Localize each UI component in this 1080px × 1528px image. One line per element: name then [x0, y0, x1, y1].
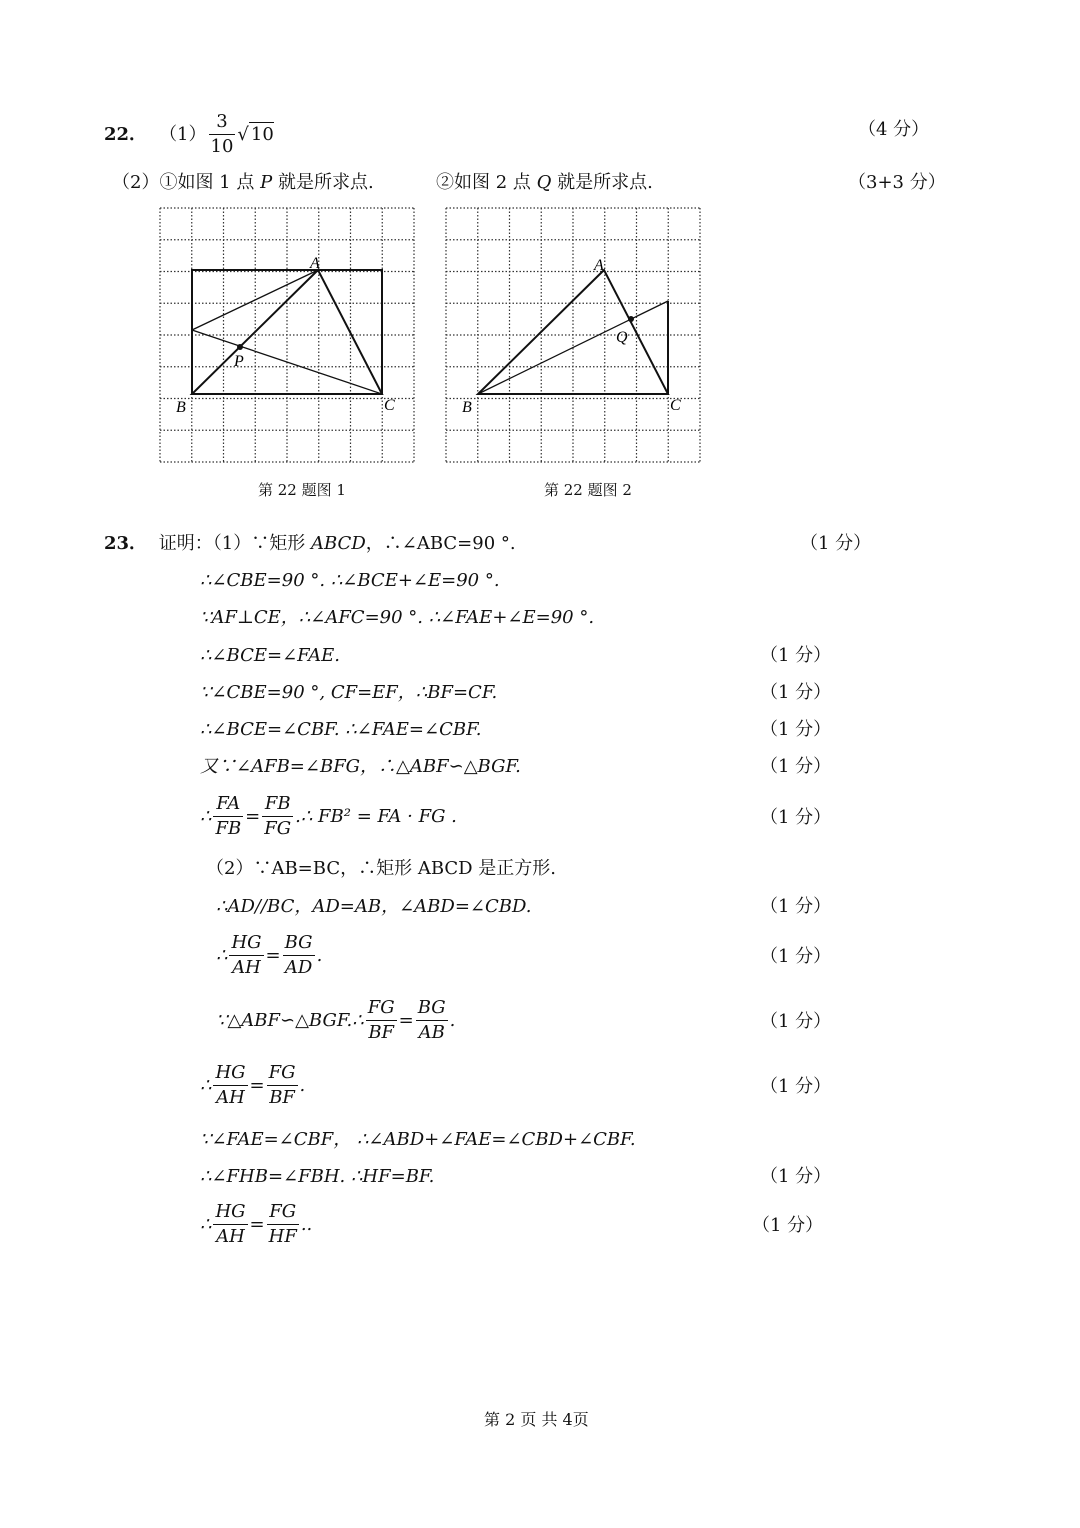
label-c: C — [670, 397, 681, 414]
q23-line-13 — [200, 1061, 305, 1110]
q22-part2-label: （2）①如图 1 点 — [112, 172, 255, 193]
frac-den: BF — [368, 1022, 395, 1043]
equals: = — [249, 1213, 265, 1235]
figure-1-caption: 第 22 题图 1 — [258, 481, 346, 499]
frac-den: AH — [216, 1226, 245, 1247]
label-p: P — [234, 353, 244, 370]
q22-part1-line — [104, 110, 274, 159]
label-a: A — [594, 257, 604, 274]
frac-den: FB — [215, 818, 242, 839]
q23-intro: 证明：（1）∵矩形 — [158, 533, 306, 554]
q23-line-12 — [216, 996, 455, 1045]
frac-num: HG — [213, 1061, 247, 1086]
q22-fraction — [209, 110, 236, 159]
q23-line-14: ∵∠FAE=∠CBF， ∴∠ABD+∠FAE=∠CBD+∠CBF. — [200, 1129, 636, 1150]
therefore-symbol: ∴ — [200, 805, 212, 827]
q23-line-1 — [104, 532, 516, 556]
equals: = — [245, 805, 261, 827]
equals: = — [265, 944, 281, 966]
fraction — [366, 996, 397, 1045]
q23-line-16-rest: .. — [300, 1213, 313, 1235]
q23-line-5-score: （1 分） — [760, 682, 832, 703]
q23-number: 23． — [104, 533, 148, 554]
q23-line-12-rest: . — [449, 1009, 456, 1031]
frac-den: FG — [264, 818, 292, 839]
q23-line-10: ∴AD//BC，AD=AB，∠ABD=∠CBD. — [216, 896, 532, 917]
q23-line-2: ∴∠CBE=90 °. ∴∠BCE+∠E=90 °. — [200, 570, 500, 591]
q23-line-12-pre: ∵△ABF∽△BGF.∴ — [216, 1009, 364, 1031]
q23-line-8 — [200, 792, 457, 841]
q23-abcd: ABCD — [310, 533, 366, 554]
q22-part2b-text: 就是所求点. — [557, 172, 653, 193]
therefore-symbol: ∴ — [200, 1213, 212, 1235]
fraction — [283, 931, 315, 980]
frac-den: AB — [418, 1022, 445, 1043]
q22-part2b-label: ②如图 2 点 — [436, 172, 531, 193]
q23-line-12-score: （1 分） — [760, 1011, 832, 1032]
q23-line-15-score: （1 分） — [760, 1166, 832, 1187]
fraction — [213, 792, 243, 841]
q22-part1-score: （4 分） — [858, 119, 930, 140]
q22-part2b-line — [436, 171, 653, 195]
frac-den: BF — [269, 1087, 295, 1108]
q23-line-11-score: （1 分） — [760, 946, 832, 967]
fraction — [213, 1200, 247, 1249]
q23-line-6-score: （1 分） — [760, 719, 832, 740]
q22-frac-num: 3 — [209, 110, 236, 135]
therefore-symbol: ∴ — [200, 1074, 212, 1096]
label-q: Q — [616, 329, 628, 346]
q23-line-7-score: （1 分） — [760, 756, 832, 777]
frac-num: FB — [262, 792, 293, 817]
frac-num: FA — [213, 792, 243, 817]
fraction — [267, 1061, 298, 1110]
q23-line-11-rest: . — [316, 944, 323, 966]
q23-line-3: ∵AF⊥CE，∴∠AFC=90 °. ∴∠FAE+∠E=90 °. — [200, 607, 595, 628]
equals: = — [398, 1009, 414, 1031]
q23-line-10-score: （1 分） — [760, 896, 832, 917]
q23-line-15: ∴∠FHB=∠FBH. ∴HF=BF. — [200, 1166, 435, 1187]
q23-line-1-score: （1 分） — [800, 533, 872, 554]
page-footer: 第 2 页 共 4页 — [484, 1410, 589, 1429]
q23-line-8-rest: .∴ FB² = FA · FG . — [295, 805, 457, 827]
q22-radicand: 10 — [250, 124, 274, 145]
point-p-ref: P — [260, 172, 273, 193]
q23-line-4: ∴∠BCE=∠FAE. — [200, 645, 340, 666]
frac-den: HF — [268, 1226, 297, 1247]
q23-line-13-score: （1 分） — [760, 1076, 832, 1097]
label-c: C — [384, 397, 395, 414]
frac-den: AH — [216, 1087, 245, 1108]
frac-den: AD — [284, 957, 313, 978]
equals: = — [249, 1074, 265, 1096]
q23-line-9: （2）∵AB=BC，∴矩形 ABCD 是正方形. — [206, 858, 557, 879]
q23-line-4-score: （1 分） — [760, 645, 832, 666]
fraction — [262, 792, 293, 841]
point-p — [237, 344, 243, 350]
label-b: B — [462, 399, 472, 416]
q23-line-16 — [200, 1200, 312, 1249]
frac-num: BG — [283, 931, 315, 956]
frac-num: FG — [267, 1061, 298, 1086]
frac-den: AH — [232, 957, 261, 978]
q23-line-7: 又∵∠AFB=∠BFG，∴△ABF∽△BGF. — [200, 756, 521, 777]
figure-2-grid — [446, 208, 700, 462]
fraction — [267, 1200, 299, 1249]
q23-line-1-rest: ，∴∠ABC=90 °. — [365, 533, 516, 554]
q22-frac-den: 10 — [210, 136, 234, 157]
frac-num: HG — [229, 931, 263, 956]
therefore-symbol: ∴ — [216, 944, 228, 966]
label-b: B — [176, 399, 186, 416]
q22-part2-line — [112, 171, 374, 195]
q23-line-8-score: （1 分） — [760, 807, 832, 828]
figure-2 — [438, 202, 708, 464]
fraction — [213, 1061, 247, 1110]
frac-num: FG — [366, 996, 397, 1021]
figure-2-caption: 第 22 题图 2 — [544, 481, 632, 499]
frac-num: FG — [267, 1200, 299, 1225]
q23-line-5: ∵∠CBE=90 °, CF=EF，∴BF=CF. — [200, 682, 498, 703]
q23-line-16-score: （1 分） — [752, 1215, 824, 1236]
q23-line-6: ∴∠BCE=∠CBF. ∴∠FAE=∠CBF. — [200, 719, 482, 740]
frac-num: BG — [416, 996, 448, 1021]
figure-1-grid — [160, 208, 414, 462]
q22-part2-text1: 就是所求点. — [277, 172, 374, 193]
sqrt-sign: √ — [237, 123, 249, 145]
point-q — [628, 316, 634, 322]
q22-number: 22． — [104, 123, 148, 145]
label-a: A — [310, 255, 320, 272]
fraction — [416, 996, 448, 1045]
fraction — [229, 931, 263, 980]
q23-line-13-rest: . — [299, 1074, 306, 1096]
frac-num: HG — [213, 1200, 247, 1225]
q22-part1-label: （1） — [159, 123, 207, 145]
figure-1 — [152, 202, 422, 464]
point-q-ref: Q — [536, 172, 552, 193]
q22-part2-score: （3+3 分） — [848, 172, 946, 193]
q23-line-11 — [216, 931, 322, 980]
